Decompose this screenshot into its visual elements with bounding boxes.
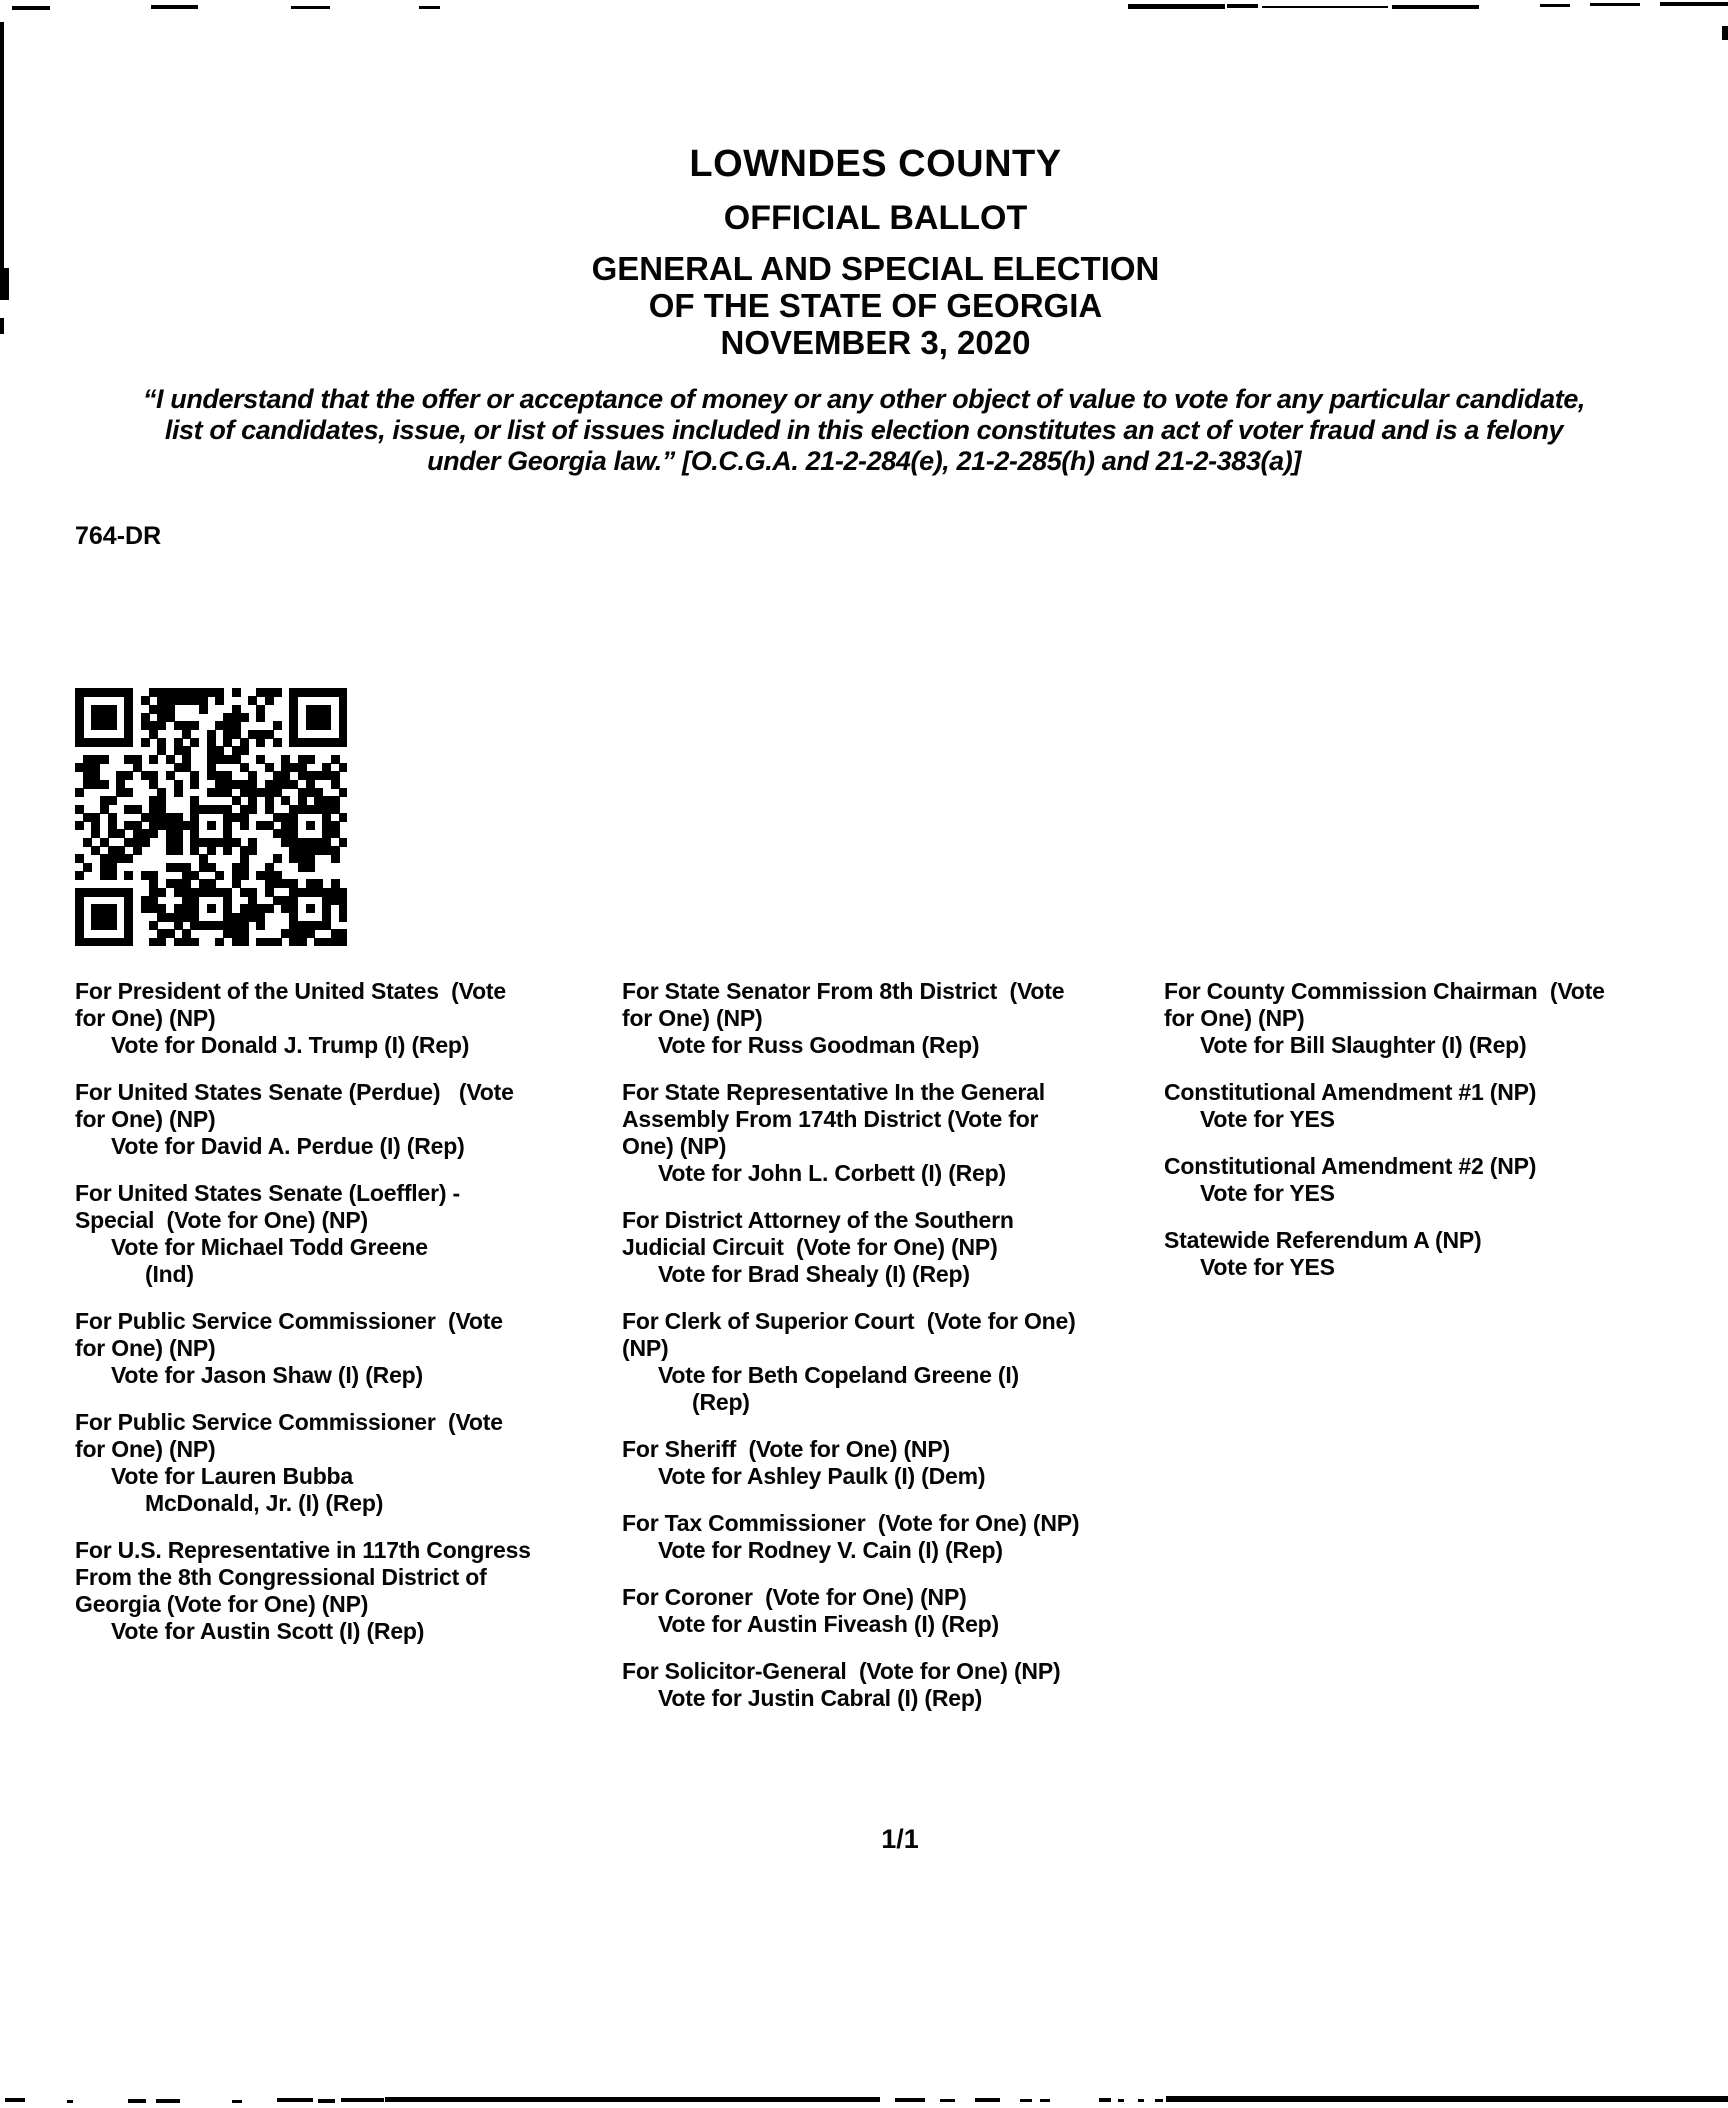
contest-title-line: Special (Vote for One) (NP) [75,1207,369,1233]
scan-artifact [895,2098,925,2102]
scan-artifact [1262,6,1388,8]
contest [75,1308,635,1389]
scan-artifact [940,2099,955,2102]
contest-title-line: For State Representative In the General [622,1079,1045,1105]
contest [622,1510,1182,1564]
contest [622,978,1182,1059]
contest-selection-line: Vote for Lauren Bubba [111,1463,353,1489]
scan-artifact [277,2098,313,2102]
election-title [24,250,1727,361]
contest-selection-line: Vote for YES [1200,1106,1335,1132]
contest-selection-line: Vote for Russ Goodman (Rep) [658,1032,980,1058]
contest-title-line: For Tax Commissioner (Vote for One) (NP) [622,1510,1080,1536]
contest [75,1537,635,1645]
election-title-line3: NOVEMBER 3, 2020 [720,324,1031,361]
contest-selection-line: McDonald, Jr. (I) (Rep) [145,1490,384,1516]
county-name: LOWNDES COUNTY [689,143,1062,185]
scan-artifact [0,318,4,334]
scan-artifact [318,2099,335,2103]
contest [75,978,635,1059]
fraud-warning-line: “I understand that the offer or acceptance of money or any other object of value to vote for any particular candidate, [142,384,1586,414]
contest [75,1409,635,1517]
scan-artifact [1118,2099,1124,2102]
contest [75,1180,635,1288]
page-number: 1/1 [881,1824,919,1854]
contest-title-line: for One) (NP) [75,1335,216,1361]
scan-artifact [156,2099,180,2103]
fraud-warning-line: under Georgia law.” [O.C.G.A. 21-2-284(e), 21-2-285(h) and 21-2-383(a)] [427,446,1301,476]
contest-title-line: Constitutional Amendment #1 (NP) [1164,1079,1537,1105]
contest-selection-line: Vote for YES [1200,1180,1335,1206]
contest-selection-line: Vote for Ashley Paulk (I) (Dem) [658,1463,986,1489]
contest-title-line: for One) (NP) [75,1005,216,1031]
scan-artifact [1660,2,1728,6]
scan-artifact [1540,4,1570,7]
ballot-column [75,978,635,1665]
contest-selection-line: Vote for Rodney V. Cain (I) (Rep) [658,1537,1003,1563]
contest-title-line: For District Attorney of the Southern [622,1207,1014,1233]
contest-title-line: One) (NP) [622,1133,727,1159]
scan-artifact [291,6,330,9]
contest [75,1079,635,1160]
scan-artifact [5,2098,25,2102]
contest-title-line: (NP) [622,1335,669,1361]
contest-selection-line: Vote for Jason Shaw (I) (Rep) [111,1362,423,1388]
scan-artifact [419,6,440,9]
contest-title-line: For President of the United States (Vote [75,978,506,1004]
scan-artifact [12,6,50,10]
contest-selection-line: (Ind) [145,1261,194,1287]
scan-artifact [67,2100,73,2103]
ballot-column [1164,978,1724,1301]
scan-artifact [1020,2099,1032,2102]
contest-selection-line: Vote for Donald J. Trump (I) (Rep) [111,1032,470,1058]
contest-selection-line: Vote for Michael Todd Greene [111,1234,428,1260]
scan-artifact [1128,4,1225,9]
contest-title-line: for One) (NP) [622,1005,763,1031]
scan-artifact [1166,2096,1728,2102]
scan-artifact [1722,26,1728,40]
contest-title-line: For State Senator From 8th District (Vote [622,978,1065,1004]
contest-title-line: For County Commission Chairman (Vote [1164,978,1605,1004]
scan-artifact [385,2097,880,2102]
scan-artifact [975,2098,1000,2102]
contest-title-line: for One) (NP) [75,1436,216,1462]
scan-artifact [0,268,9,300]
scan-artifact [1590,3,1640,6]
ballot-title: OFFICIAL BALLOT [723,199,1028,237]
contest [622,1658,1182,1712]
contest-title-line: For United States Senate (Perdue) (Vote [75,1079,514,1105]
scan-artifact [1155,2099,1163,2102]
contest-title-line: for One) (NP) [75,1106,216,1132]
contest [1164,978,1724,1059]
fraud-warning-line: list of candidates, issue, or list of issues included in this election constitutes an act of voter fraud and is a felony [164,415,1564,445]
contest-selection-line: Vote for Beth Copeland Greene (I) [658,1362,1020,1388]
scan-artifact [151,5,198,9]
contest [622,1079,1182,1187]
ballot-header [24,142,1727,361]
contest-selection-line: Vote for Justin Cabral (I) (Rep) [658,1685,983,1711]
contest-title-line: Constitutional Amendment #2 (NP) [1164,1153,1537,1179]
contest-selection-line: Vote for Bill Slaughter (I) (Rep) [1200,1032,1527,1058]
contest [1164,1227,1724,1281]
scan-artifact [1392,5,1479,9]
contest-title-line: For Sheriff (Vote for One) (NP) [622,1436,950,1462]
contest-title-line: Judicial Circuit (Vote for One) (NP) [622,1234,998,1260]
contest-selection-line: Vote for Austin Scott (I) (Rep) [111,1618,425,1644]
contest-selection-line: Vote for YES [1200,1254,1335,1280]
contest-title-line: For Clerk of Superior Court (Vote for One) [622,1308,1076,1334]
contest-title-line: From the 8th Congressional District of [75,1564,487,1590]
contest-selection-line: Vote for David A. Perdue (I) (Rep) [111,1133,465,1159]
contest-selection-line: Vote for John L. Corbett (I) (Rep) [658,1160,1006,1186]
contest [1164,1153,1724,1207]
scan-artifact [0,22,4,268]
contest [1164,1079,1724,1133]
contest-title-line: For Public Service Commissioner (Vote [75,1409,503,1435]
contest-title-line: For Coroner (Vote for One) (NP) [622,1584,967,1610]
scan-artifact [1138,2099,1144,2102]
contest-title-line: For Public Service Commissioner (Vote [75,1308,503,1334]
scan-artifact [128,2099,146,2103]
contest [622,1308,1182,1416]
scan-artifact [1227,4,1258,8]
contest-selection-line: Vote for Austin Fiveash (I) (Rep) [658,1611,999,1637]
ballot-style-code: 764-DR [75,522,162,550]
contest [622,1584,1182,1638]
election-title-line1: GENERAL AND SPECIAL ELECTION [591,250,1160,287]
contest-selection-line: Vote for Brad Shealy (I) (Rep) [658,1261,970,1287]
contest-title-line: Georgia (Vote for One) (NP) [75,1591,369,1617]
contest-title-line: Assembly From 174th District (Vote for [622,1106,1039,1132]
qr-code [75,688,347,946]
contest-title-line: For United States Senate (Loeffler) - [75,1180,460,1206]
contest-title-line: Statewide Referendum A (NP) [1164,1227,1482,1253]
contest-title-line: For Solicitor-General (Vote for One) (NP) [622,1658,1061,1684]
scan-artifact [341,2098,384,2102]
fraud-warning [24,384,1704,477]
scan-artifact [1099,2098,1111,2102]
contest-title-line: For U.S. Representative in 117th Congress [75,1537,531,1563]
scan-artifact [232,2100,242,2103]
election-title-line2: OF THE STATE OF GEORGIA [648,287,1103,324]
ballot-column [622,978,1182,1732]
contest-selection-line: (Rep) [692,1389,750,1415]
scan-artifact [1040,2099,1050,2102]
contest [622,1207,1182,1288]
contest [622,1436,1182,1490]
contest-title-line: for One) (NP) [1164,1005,1305,1031]
